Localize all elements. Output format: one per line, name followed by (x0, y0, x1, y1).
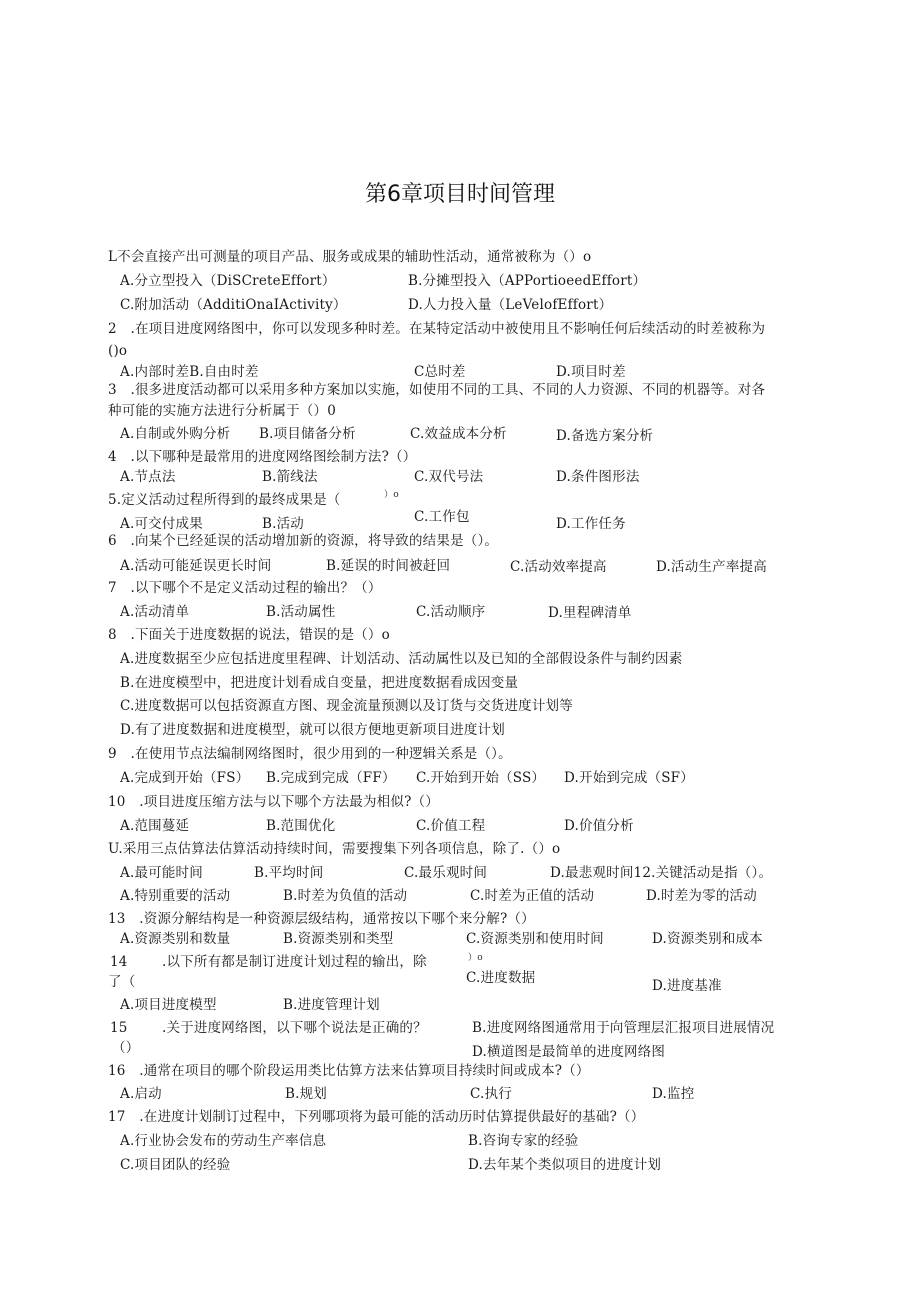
q16-option-d: D.监控 (652, 1086, 695, 1102)
question-11: U.采用三点估算法估算活动持续时间，需要搜集下列各项信息，除了.（）o (108, 841, 561, 857)
q14-option-c: C.进度数据 (466, 970, 536, 986)
question-4: 4 .以下哪种是最常用的进度网络图绘制方法?（） (108, 449, 417, 465)
question-14-number: 14 (110, 954, 128, 970)
q6-option-b: B.延误的时间被赶回 (326, 558, 451, 574)
q8-option-a: A.进度数据至少应包括进度里程碑、计划活动、活动属性以及已知的全部假设条件与制约因素 (120, 651, 683, 667)
question-15: .关于进度网络图，以下哪个说法是正确的？ (162, 1020, 427, 1036)
q7-option-a: A.活动清单 (120, 604, 190, 620)
q17-option-d: D.去年某个类似项目的进度计划 (468, 1157, 662, 1173)
q13-option-d: D.资源类别和成本 (652, 931, 763, 947)
q14-option-d: D.进度基准 (652, 978, 722, 994)
q10-option-a: A.范围蔓延 (120, 818, 190, 834)
q10-option-d: D.价值分析 (564, 818, 634, 834)
q13-option-b: B.资源类别和类型 (283, 931, 394, 947)
q1-option-a: A.分立型投入（DiSCreteEffort） (120, 273, 336, 289)
question-14-continued: 了（ (108, 974, 136, 990)
question-2: 2 .在项目进度网络图中，你可以发现多种时差。在某特定活动中被使用且不影响任何后续活动的时差被称为 (108, 321, 766, 337)
q5-option-c: C.工作包 (414, 509, 470, 525)
question-9: 9 .在使用节点法编制网络图时，很少用到的一种逻辑关系是（）。 (108, 746, 512, 762)
question-14: .以下所有都是制订进度计划过程的输出，除 (162, 954, 427, 970)
q10-option-b: B.范围优化 (266, 818, 336, 834)
q6-option-c: C.活动效率提高 (510, 559, 607, 575)
q16-option-a: A.启动 (120, 1086, 162, 1102)
q14-option-a: A.项目进度模型 (120, 997, 217, 1013)
q4-option-a: A.节点法 (120, 469, 176, 485)
q4-option-d: D.条件图形法 (556, 469, 640, 485)
question-7: 7 .以下哪个不是定义活动过程的输出？（） (108, 580, 382, 596)
q16-option-b: B.规划 (285, 1086, 328, 1102)
question-17: 17 .在进度计划制订过程中，下列哪项将为最可能的活动历时估算提供最好的基础?（） (108, 1109, 645, 1125)
q11-option-c: C.最乐观时间 (404, 865, 488, 881)
q14-option-b: B.进度管理计划 (283, 997, 380, 1013)
q7-option-b: B.活动属性 (266, 604, 336, 620)
q15-option-b: B.进度网络图通常用于向管理层汇报项目进展情况 (472, 1020, 775, 1036)
q7-option-c: C.活动顺序 (416, 604, 486, 620)
question-8: 8 .下面关于进度数据的说法，错误的是（）o (108, 627, 390, 643)
q8-option-d: D.有了进度数据和进度模型，就可以很方便地更新项目进度计划 (120, 722, 505, 738)
q4-option-b: B.箭线法 (262, 469, 318, 485)
q17-option-a: A.行业协会发布的劳动生产率信息 (120, 1133, 327, 1149)
q12-option-d: D.时差为零的活动 (646, 888, 757, 904)
question-2-continued: ()o (108, 343, 128, 359)
question-6: 6 .向某个已经延误的活动增加新的资源，将导致的结果是（）。 (108, 533, 499, 549)
question-3: 3 .很多进度活动都可以采用多种方案加以实施，如使用不同的工具、不同的人力资源、不同的机器等。对各 (108, 382, 766, 398)
q5-option-b: B.活动 (262, 516, 305, 532)
q12-option-c: C.时差为正值的活动 (470, 888, 595, 904)
q15-option-d: D.横道图是最简单的进度网络图 (472, 1044, 666, 1060)
q12-option-a: A.特别重要的活动 (120, 888, 231, 904)
q17-option-c: C.项目团队的经验 (120, 1157, 231, 1173)
q2-option-d: D.项目时差 (556, 364, 626, 380)
q2-option-ab: A.内部时差B.自由时差 (120, 364, 259, 380)
question-13: 13 .资源分解结构是一种资源层级结构，通常按以下哪个来分解?（） (108, 911, 535, 927)
q11-option-d-and-question-12: D.最悲观时间12.关键活动是指（）。 (550, 865, 773, 881)
q3-option-a: A.自制或外购分析 (120, 426, 231, 442)
q4-option-c: C.双代号法 (414, 469, 484, 485)
q16-option-c: C.执行 (470, 1086, 512, 1102)
q9-option-c: C.开始到开始（SS） (416, 770, 546, 786)
question-15-number: 15 (110, 1020, 128, 1036)
q11-option-a: A.最可能时间 (120, 865, 203, 881)
q7-option-d: D.里程碑清单 (548, 605, 632, 621)
q3-option-c: C.效益成本分析 (410, 426, 507, 442)
question-1: L不会直接产出可测量的项目产品、服务或成果的辅助性活动，通常被称为（）o (108, 249, 592, 265)
q9-option-d: D.开始到完成（SF） (564, 770, 694, 786)
q9-option-b: B.完成到完成（FF） (266, 770, 396, 786)
q5-option-a: A.可交付成果 (120, 516, 203, 532)
q5-mark: ）o (384, 490, 399, 500)
question-10: 10 .项目进度压缩方法与以下哪个方法最为相似?（） (108, 794, 439, 810)
q12-option-b: B.时差为负值的活动 (283, 888, 408, 904)
q14-mark: ）o (468, 953, 483, 963)
question-3-continued: 种可能的实施方法进行分析属于（）0 (108, 403, 336, 419)
q1-option-d: D.人力投入量（LeVelofEffort） (408, 297, 613, 313)
q6-option-a: A.活动可能延误更长时间 (120, 558, 272, 574)
q1-option-b: B.分摊型投入（APPortioeedEffort） (408, 273, 647, 289)
q13-option-a: A.资源类别和数量 (120, 931, 231, 947)
q6-option-d: D.活动生产率提高 (656, 559, 767, 575)
q13-option-c: C.资源类别和使用时间 (466, 931, 604, 947)
page-title: 第6章项目时间管理 (365, 182, 555, 207)
q17-option-b: B.咨询专家的经验 (468, 1133, 579, 1149)
question-5: 5.定义活动过程所得到的最终成果是（ (108, 492, 341, 508)
q11-option-b: B.平均时间 (254, 865, 324, 881)
q3-option-d: D.备选方案分析 (556, 428, 654, 444)
q5-option-d: D.工作任务 (556, 516, 626, 532)
question-15-continued: （） (112, 1040, 140, 1056)
q8-option-c: C.进度数据可以包括资源直方图、现金流量预测以及订货与交货进度计划等 (120, 698, 573, 714)
question-16: 16 .通常在项目的哪个阶段运用类比估算方法来估算项目持续时间或成本?（） (108, 1063, 590, 1079)
q10-option-c: C.价值工程 (416, 818, 486, 834)
q9-option-a: A.完成到开始（FS） (120, 770, 250, 786)
q3-option-b: B.项目储备分析 (259, 426, 356, 442)
q2-option-c: C总时差 (414, 364, 466, 380)
q1-option-c: C.附加活动（AdditiOnaIActivity） (120, 297, 347, 313)
q8-option-b: B.在进度模型中，把进度计划看成自变量，把进度数据看成因变量 (120, 675, 519, 691)
